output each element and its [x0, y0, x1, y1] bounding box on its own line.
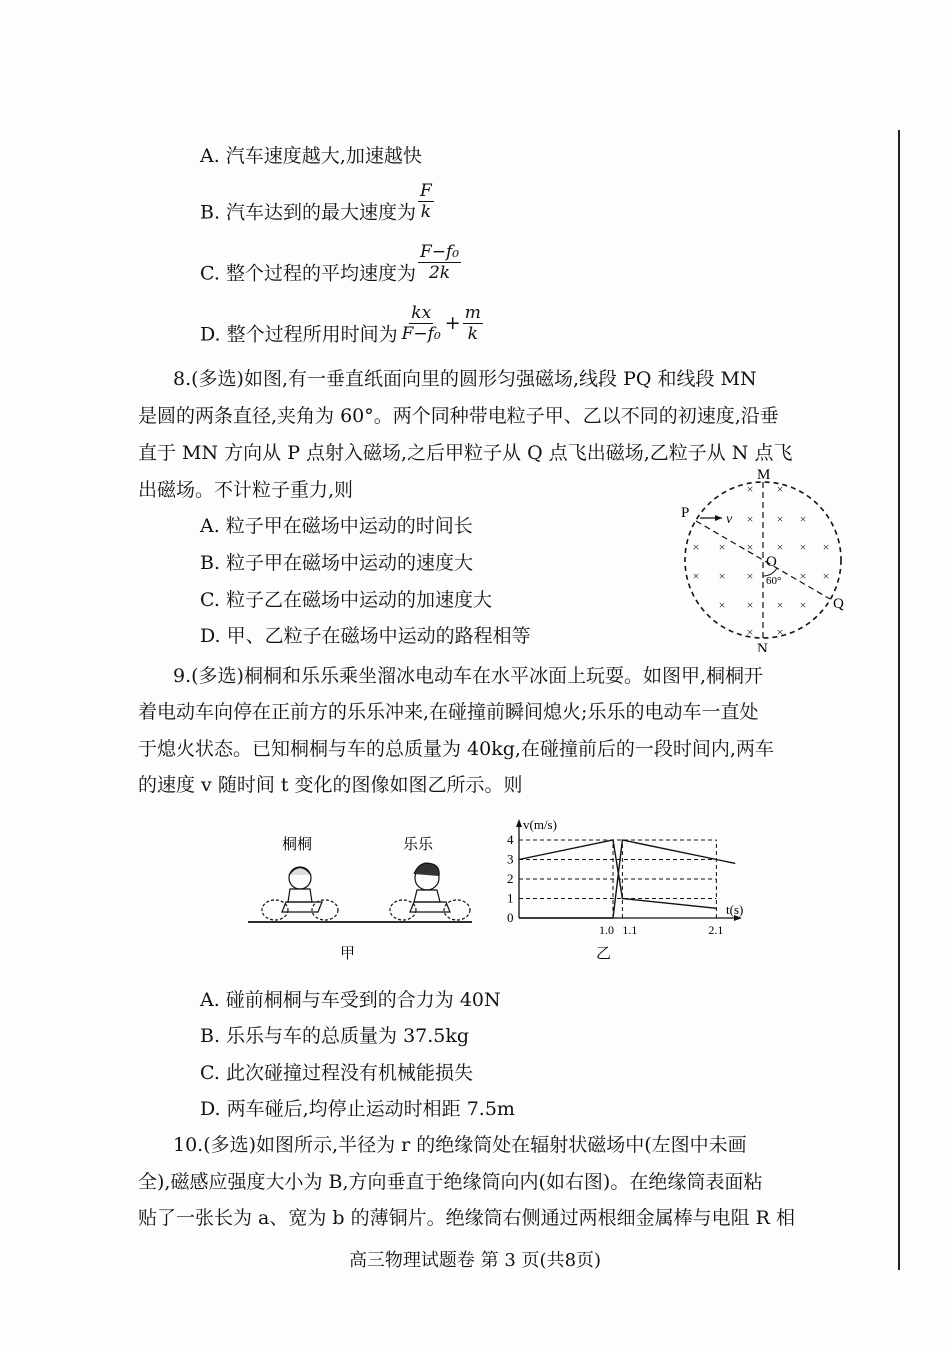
svg-text:×: × [822, 569, 830, 583]
q9-stem-line-1: 9.(多选)桐桐和乐乐乘坐溜冰电动车在水平冰面上玩耍。如图甲,桐桐开 [173, 665, 763, 687]
x-tick-label-2.1: 2.1 [708, 923, 724, 937]
page-footer: 高三物理试题卷 第 3 页(共8页) [348, 1250, 602, 1271]
q9-option-a: A. 碰前桐桐与车受到的合力为 40N [200, 989, 501, 1011]
svg-text:×: × [776, 598, 784, 612]
q8-stem-line-3: 直于 MN 方向从 P 点射入磁场,之后甲粒子从 Q 点飞出磁场,乙粒子从 N 点飞 [138, 442, 793, 464]
q8-option-d: D. 甲、乙粒子在磁场中运动的路程相等 [200, 625, 531, 647]
velocity-arrowhead [715, 515, 722, 521]
x-axis-label: t(s) [726, 902, 744, 917]
y-axis-label: v(m/s) [523, 817, 557, 832]
svg-text:×: × [692, 569, 700, 583]
svg-text:×: × [718, 540, 726, 554]
q8-option-c: C. 粒子乙在磁场中运动的加速度大 [200, 589, 492, 611]
name-lele: 乐乐 [403, 837, 434, 853]
svg-text:×: × [776, 512, 784, 526]
caption-yi: 乙 [596, 946, 612, 962]
q7-option-c: C. 整个过程的平均速度为 $\frac{\text{F−f₀}}{2k}$ [200, 242, 460, 285]
x-tick-label-1.0: 1.0 [599, 923, 614, 937]
svg-text:×: × [718, 598, 726, 612]
q10-stem-line-3: 贴了一张长为 a、宽为 b 的薄铜片。绝缘筒右侧通过两根细金属棒与电阻 R 相 [138, 1207, 795, 1229]
q9-stem-line-4: 的速度 v 随时间 t 变化的图像如图乙所示。则 [138, 774, 523, 796]
svg-text:×: × [692, 540, 700, 554]
x-tick-label-1.1: 1.1 [622, 923, 638, 937]
vt-graph [500, 812, 760, 967]
q9-option-b: B. 乐乐与车的总质量为 37.5kg [200, 1025, 470, 1047]
q9-stem-line-3: 于熄火状态。已知桐桐与车的总质量为 40kg,在碰撞前后的一段时间内,两车 [138, 738, 774, 760]
svg-text:×: × [799, 598, 807, 612]
q10-stem-line-2: 全),磁感应强度大小为 B,方向垂直于绝缘筒向内(如右图)。在绝缘筒表面粘 [138, 1171, 763, 1193]
q9-stem-line-2: 着电动车向停在正前方的乐乐冲来,在碰撞前瞬间熄火;乐乐的电动车一直处 [138, 701, 759, 723]
y-tick-label-4: 4 [507, 832, 514, 847]
svg-text:×: × [746, 512, 754, 526]
svg-text:×: × [746, 625, 754, 639]
svg-text:×: × [776, 540, 784, 554]
q7-option-d: D. 整个过程所用时间为 $\frac{kx}{\text{F−f₀}}$ + $\frac{m}{k}$ [200, 303, 481, 346]
q8-stem-line-4: 出磁场。不计粒子重力,则 [138, 479, 354, 501]
svg-text:×: × [799, 569, 807, 583]
q8-stem-line-2: 是圆的两条直径,夹角为 60°。两个同种带电粒子甲、乙以不同的初速度,沿垂 [138, 405, 779, 427]
q9-option-d: D. 两车碰后,均停止运动时相距 7.5m [200, 1098, 515, 1120]
name-tongtong: 桐桐 [282, 837, 313, 853]
bumper-cars-figure [240, 825, 480, 965]
q8-option-a: A. 粒子甲在磁场中运动的时间长 [200, 515, 473, 537]
q7-option-b: B. 汽车达到的最大速度为 $\frac{F}{k}$ [200, 181, 432, 224]
q8-stem-line-1: 8.(多选)如图,有一垂直纸面向里的圆形匀强磁场,线段 PQ 和线段 MN [173, 368, 757, 390]
label-p: P [681, 505, 690, 521]
svg-text:×: × [746, 598, 754, 612]
car-lele [390, 863, 470, 920]
label-angle: 60° [766, 575, 782, 587]
q9-option-c: C. 此次碰撞过程没有机械能损失 [200, 1062, 473, 1084]
label-v: v [726, 512, 733, 527]
svg-text:×: × [822, 540, 830, 554]
label-q: Q [833, 596, 844, 612]
svg-text:×: × [746, 482, 754, 496]
q10-stem-line-1: 10.(多选)如图所示,半径为 r 的绝缘筒处在辐射状磁场中(左图中未画 [173, 1134, 747, 1156]
y-tick-label-2: 2 [507, 871, 514, 886]
label-m: M [757, 467, 771, 483]
car-tongtong [262, 867, 338, 920]
svg-text:×: × [799, 512, 807, 526]
y-tick-label-1: 1 [507, 890, 514, 906]
svg-text:×: × [746, 569, 754, 583]
magnetic-field-figure [670, 462, 860, 652]
q7-option-a: A. 汽车速度越大,加速越快 [200, 145, 422, 167]
label-n: N [757, 641, 768, 652]
y-axis-arrow [516, 819, 522, 827]
page-margin-line [898, 130, 900, 1270]
svg-text:×: × [776, 625, 784, 639]
svg-text:×: × [718, 569, 726, 583]
caption-jia: 甲 [340, 946, 356, 962]
q8-option-b: B. 粒子甲在磁场中运动的速度大 [200, 552, 474, 574]
label-o: O [766, 554, 777, 570]
svg-text:×: × [799, 540, 807, 554]
field-crosses [693, 482, 830, 639]
svg-text:×: × [746, 540, 754, 554]
y-tick-label-3: 3 [507, 851, 514, 867]
svg-text:×: × [776, 482, 784, 496]
y-tick-label-0: 0 [507, 910, 514, 925]
